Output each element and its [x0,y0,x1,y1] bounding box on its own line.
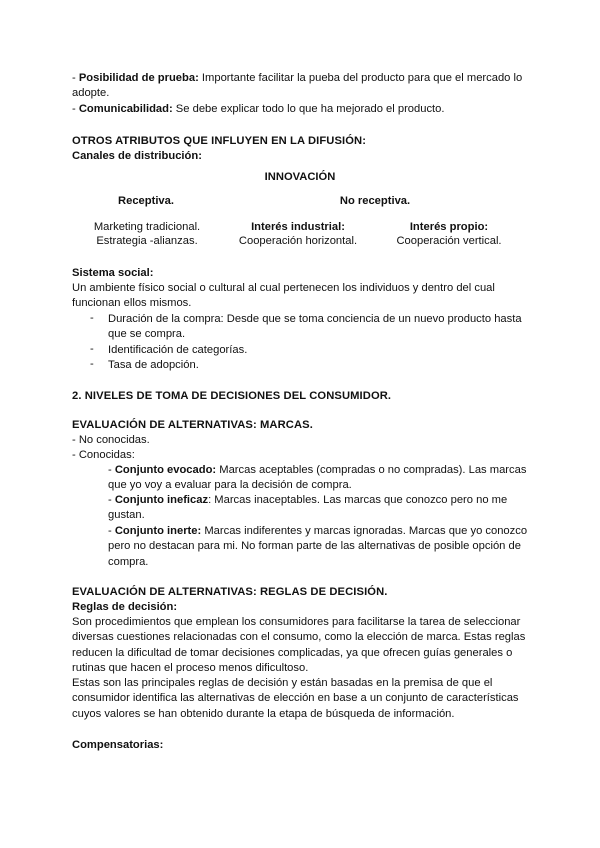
conjunto-text: : Marcas inaceptables. Las marcas que conozco pero no me gustan. [108,494,508,522]
conjunto-prefix: - [108,494,115,506]
interes-propio-text: Cooperación vertical. [396,235,502,247]
interes-industrial-title: Interés industrial: [251,221,345,233]
list-bullet: - [90,312,94,324]
conjunto-prefix: - [108,525,115,537]
attribute-posibilidad-de-prueba [72,71,532,102]
conjunto-evocado [108,463,532,494]
list-item: Identificación de categorías. [108,344,248,356]
receptiva-line: Estrategia -alianzas. [96,235,198,247]
conjunto-text: Marcas indiferentes y marcas ignoradas. Marcas que yo conozco pero no destacan para mi. No forman parte de las alternativas de posible opción de compra. [108,525,528,568]
list-bullet: - [90,343,94,355]
interes-propio-title: Interés propio: [409,221,489,233]
conjunto-term: Conjunto ineficaz [114,494,209,506]
sistema-social-heading: Sistema social: [72,267,154,279]
conjunto-text: Marcas aceptables (compradas o no compradas). Las marcas que yo voy a evaluar para la decisión de compra. [108,464,527,492]
conjunto-inerte [108,524,532,570]
attribute-text: Se debe explicar todo lo que ha mejorado el producto. [172,103,445,115]
attribute-prefix: - [72,103,79,115]
reglas-paragraph: Estas son las principales reglas de decisión y están basadas en la premisa de que el consumidor identifica las alternativas de elección en base a un conjunto de características cuyos valores se han obtenido durante la etapa de búsqueda de información. [72,677,519,720]
section-heading-reglas: EVALUACIÓN DE ALTERNATIVAS: REGLAS DE DECISIÓN. [72,586,388,598]
list-item: Duración de la compra: Desde que se toma conciencia de un nuevo producto hasta que se compra. [108,313,522,341]
column-no-receptiva: No receptiva. [339,195,411,207]
attribute-term: Comunicabilidad: [78,103,173,115]
reglas-subheading: Reglas de decisión: [72,601,178,613]
section-heading-marcas: EVALUACIÓN DE ALTERNATIVAS: MARCAS. [72,419,313,431]
marcas-no-conocidas: - No conocidas. [72,434,150,446]
conjunto-term: Conjunto evocado: [114,464,217,476]
reglas-paragraph: Son procedimientos que emplean los consumidores para facilitarse la tarea de seleccionar diversas cuestiones relacionadas con el consumo, como la elección de marca. Estas reglas reducen la dificultad de tomar decisiones complicadas, ya que ofrecen guías generales o rutinas que hacen el proceso menos dificultoso. [72,616,526,674]
attribute-term: Posibilidad de prueba: [78,72,199,84]
conjunto-prefix: - [108,464,115,476]
list-item: Tasa de adopción. [108,359,199,371]
conjunto-ineficaz [108,493,532,524]
compensatorias-heading: Compensatorias: [72,739,164,751]
marcas-conocidas: - Conocidas: [72,449,135,461]
subheading-canales: Canales de distribución: [72,150,202,162]
column-receptiva: Receptiva. [118,195,174,207]
attribute-prefix: - [72,72,79,84]
interes-industrial-text: Cooperación horizontal. [238,235,358,247]
sistema-social-text: Un ambiente físico social o cultural al cual pertenecen los individuos y dentro del cual funcionan ellos mismos. [72,282,495,310]
conjunto-term: Conjunto inerte: [114,525,202,537]
list-bullet: - [90,358,94,370]
innovation-title: INNOVACIÓN [264,171,336,183]
attribute-text: Importante facilitar la pueba del producto para que el mercado lo adopte. [72,72,523,100]
section-heading-otros-atributos: OTROS ATRIBUTOS QUE INFLUYEN EN LA DIFUSIÓN: [72,135,367,147]
attribute-comunicabilidad [72,102,532,117]
section-heading-niveles: 2. NIVELES DE TOMA DE DECISIONES DEL CONSUMIDOR. [72,390,392,402]
receptiva-line: Marketing tradicional. [93,221,201,233]
